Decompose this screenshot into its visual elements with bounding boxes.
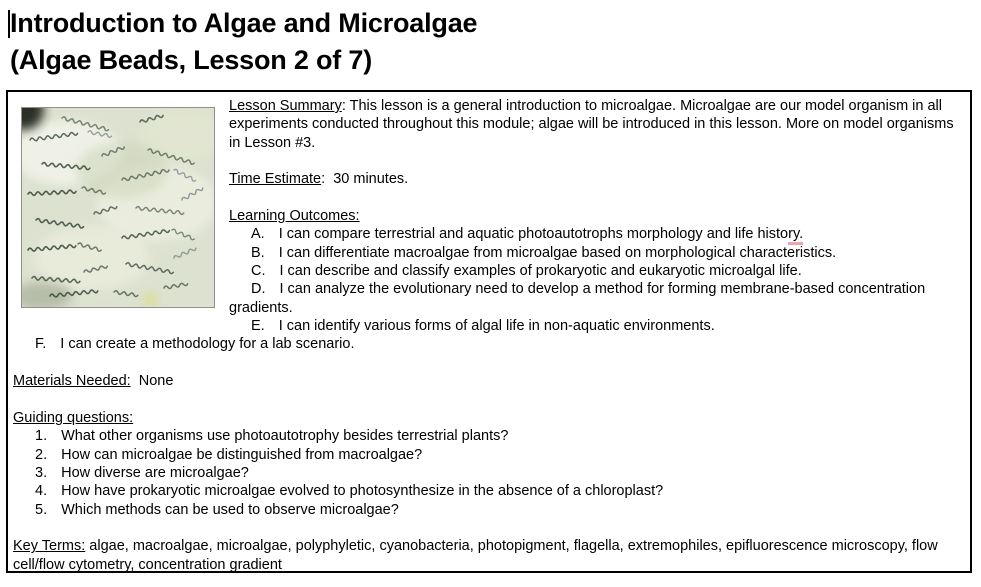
list-text: How can microalgae be distinguished from macroalgae?: [61, 446, 423, 463]
guiding-question-4[interactable]: [13, 482, 959, 500]
list-marker: 3.: [35, 464, 48, 481]
learning-outcome-item-f[interactable]: [13, 335, 959, 353]
time-estimate-label: Time Estimate: [229, 171, 322, 188]
suggestion-underline-text: ry.: [788, 226, 803, 245]
guiding-questions-label: Guiding questions:: [13, 409, 134, 426]
key-terms-text: algae, macroalgae, microalgae, polyphyletic, cyanobacteria, photopigment, flagella, extremophiles, epifluorescence microscopy, flow cell/flow cytometry, concentration gradient: [13, 538, 942, 573]
list-marker: B.: [251, 244, 265, 261]
list-marker: D.: [251, 281, 266, 298]
list-marker: 5.: [35, 501, 48, 518]
title-line-2: (Algae Beads, Lesson 2 of 7): [10, 44, 372, 75]
list-text: I can differentiate macroalgae from microalgae based on morphological characteristics.: [278, 244, 837, 261]
document-title[interactable]: [10, 5, 477, 78]
key-terms-label: Key Terms:: [13, 538, 86, 555]
list-marker: F.: [35, 336, 47, 353]
guiding-question-3[interactable]: [13, 464, 959, 482]
list-text: What other organisms use photoautotrophy besides terrestrial plants?: [61, 428, 509, 445]
algae-micrograph-image[interactable]: [21, 107, 215, 308]
guiding-questions-heading[interactable]: [13, 409, 959, 427]
materials-needed-text: None: [130, 373, 174, 390]
learning-outcomes-label: Learning Outcomes:: [229, 208, 360, 225]
list-text: I can compare terrestrial and aquatic photoautotrophs morphology and life histo: [278, 226, 789, 243]
list-marker: 4.: [35, 483, 48, 500]
list-text: I can identify various forms of algal life in non-aquatic environments.: [278, 318, 715, 335]
time-estimate-text: : 30 minutes.: [321, 171, 409, 188]
blank-line: [13, 391, 959, 409]
list-text: I can describe and classify examples of prokaryotic and eukaryotic microalgal life.: [279, 263, 802, 280]
blank-line: [13, 519, 959, 537]
guiding-question-5[interactable]: [13, 501, 959, 519]
list-marker: C.: [251, 263, 266, 280]
guiding-question-1[interactable]: [13, 427, 959, 445]
list-text: How diverse are microalgae?: [61, 464, 249, 481]
list-marker: A.: [251, 226, 265, 243]
spirulina-filaments-illustration: [21, 107, 215, 308]
materials-needed-paragraph[interactable]: [13, 372, 959, 390]
key-terms-paragraph[interactable]: [13, 537, 959, 574]
list-marker: E.: [251, 318, 265, 335]
lesson-summary-label: Lesson Summary: [229, 98, 342, 114]
title-line-1: Introduction to Algae and Microalgae: [10, 8, 478, 38]
blank-line: [13, 354, 959, 372]
materials-needed-label: Materials Needed:: [13, 373, 131, 390]
list-text: Which methods can be used to observe microalgae?: [61, 501, 399, 518]
list-text: I can create a methodology for a lab scenario.: [60, 336, 355, 353]
list-text: I can analyze the evolutionary need to develop a method for forming membrane-based concentration gradients.: [229, 281, 930, 316]
guiding-question-2[interactable]: [13, 446, 959, 464]
list-marker: 1.: [35, 428, 48, 445]
list-text: How have prokaryotic microalgae evolved to photosynthesize in the absence of a chloroplast?: [61, 483, 664, 500]
list-marker: 2.: [35, 446, 48, 463]
lesson-summary-box[interactable]: [6, 90, 972, 573]
lesson-summary-text: : This lesson is a general introduction to microalgae. Microalgae are our model organism in all experiments conducted throughout this module; algae will be introduced in this lesson. More on model organisms in Lesson #3.: [229, 98, 958, 151]
learning-outcome-item-e[interactable]: [13, 317, 959, 335]
